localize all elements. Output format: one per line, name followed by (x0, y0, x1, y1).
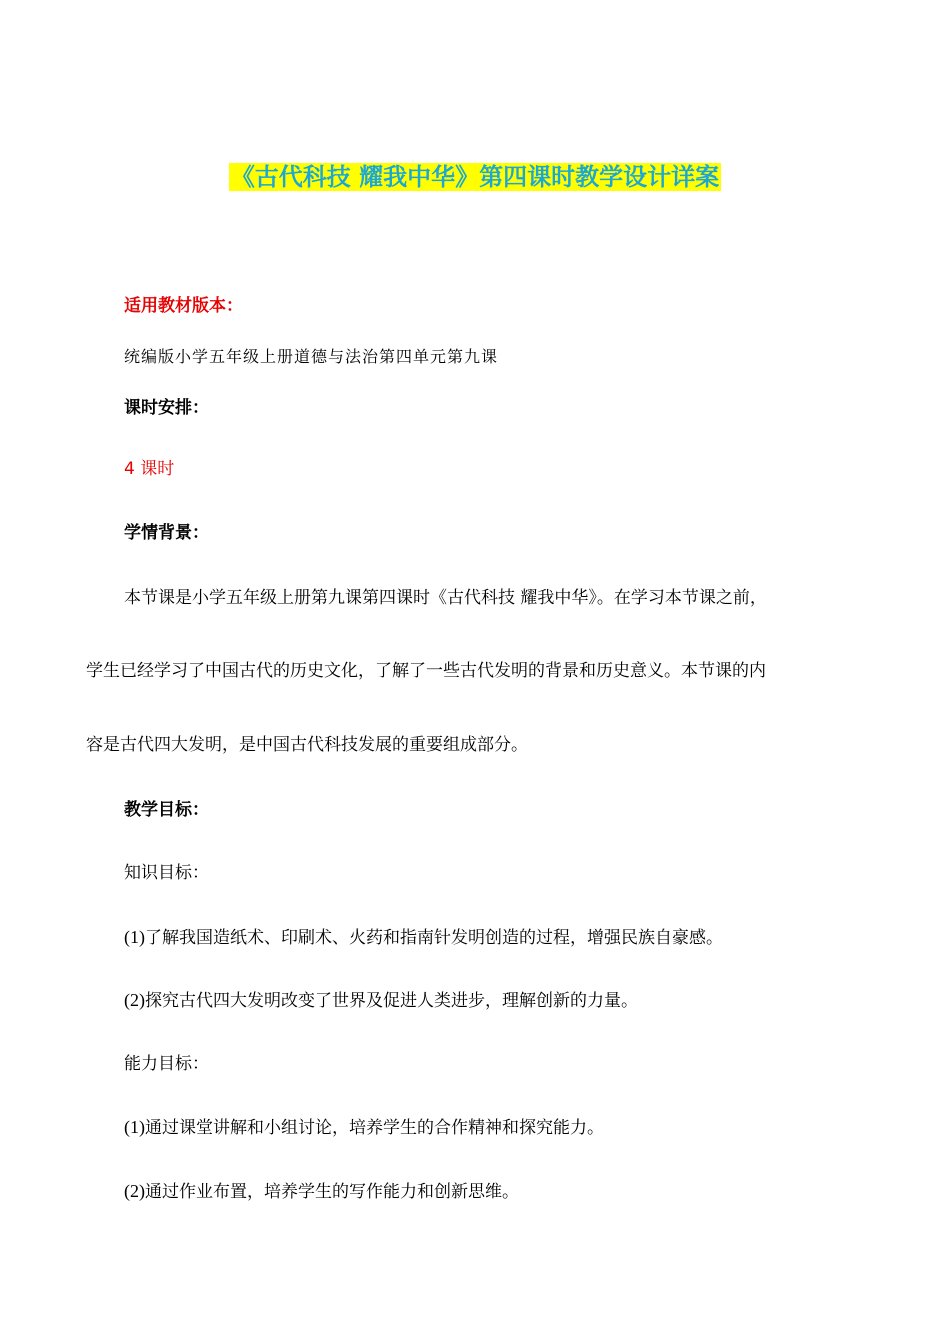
ability-item-1 (124, 1115, 604, 1140)
knowledge-item-1-text: 了解我国造纸术、印刷术、火药和指南针发明创造的过程，增强民族自豪感。 (145, 928, 723, 948)
document-title-text: 《古代科技 耀我中华》第四课时教学设计详案 (230, 163, 720, 191)
ability-label: 能力目标： (124, 1054, 209, 1074)
background-label: 学情背景： (124, 523, 209, 543)
background-line-2: 学生已经学习了中国古代的历史文化，了解了一些古代发明的背景和历史意义。本节课的内 (86, 661, 766, 681)
ability-item-2-number: (2) (124, 1181, 145, 1201)
background-line-1: 本节课是小学五年级上册第九课第四课时《古代科技 耀我中华》。在学习本节课之前， (124, 588, 767, 608)
knowledge-item-2-number: (2) (124, 990, 145, 1010)
document-title (0, 160, 950, 194)
knowledge-item-1 (124, 925, 723, 950)
background-line-3: 容是古代四大发明，是中国古代科技发展的重要组成部分。 (86, 735, 528, 755)
knowledge-item-1-number: (1) (124, 927, 145, 947)
ability-item-1-text: 通过课堂讲解和小组讨论，培养学生的合作精神和探究能力。 (145, 1118, 604, 1138)
schedule-value: 4 课时 (124, 459, 175, 479)
ability-item-1-number: (1) (124, 1117, 145, 1137)
textbook-value: 统编版小学五年级上册道德与法治第四单元第九课 (124, 347, 499, 366)
ability-item-2 (124, 1179, 519, 1204)
schedule-label: 课时安排： (124, 398, 209, 418)
knowledge-label: 知识目标： (124, 863, 209, 883)
knowledge-item-2-text: 探究古代四大发明改变了世界及促进人类进步，理解创新的力量。 (145, 991, 638, 1011)
ability-item-2-text: 通过作业布置，培养学生的写作能力和创新思维。 (145, 1182, 519, 1202)
knowledge-item-2 (124, 988, 638, 1013)
goals-label: 教学目标： (124, 800, 209, 820)
textbook-label: 适用教材版本： (124, 296, 243, 316)
